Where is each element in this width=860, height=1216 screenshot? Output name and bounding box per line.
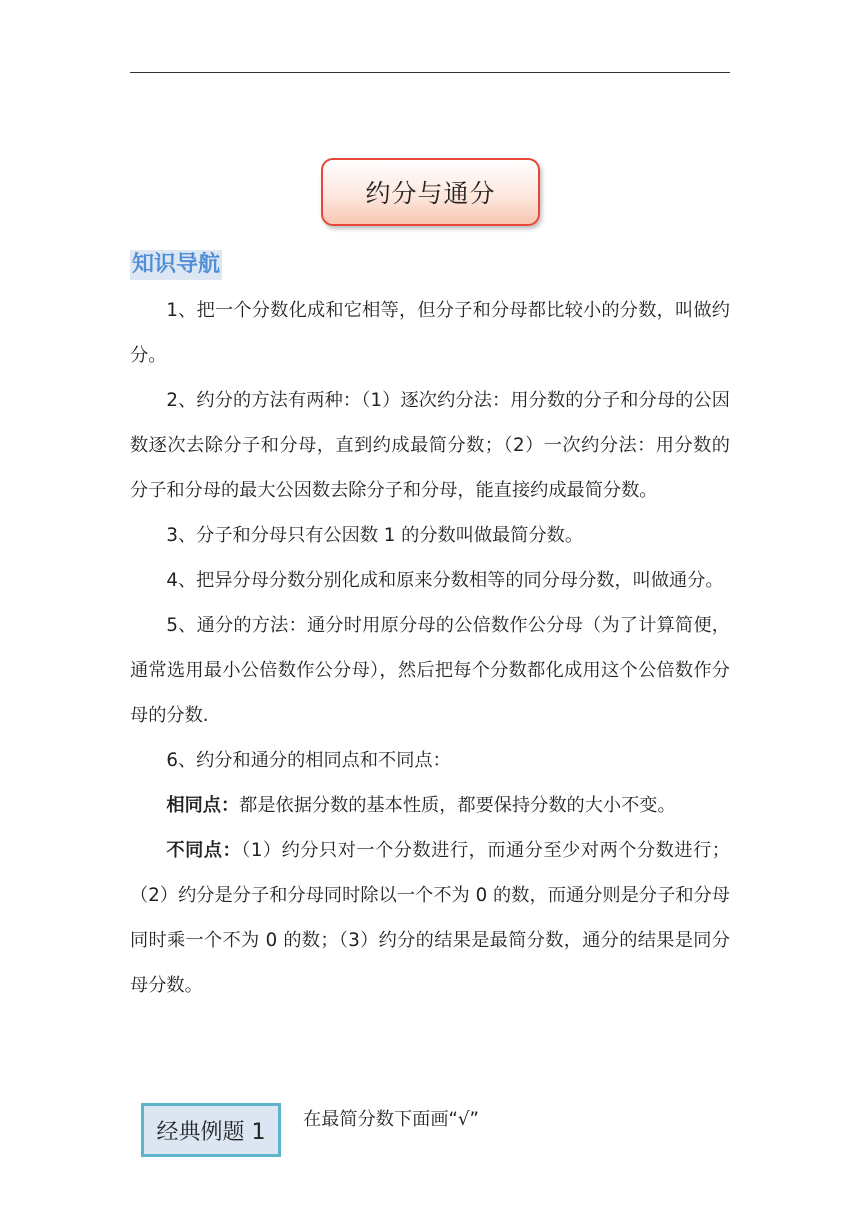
paragraph-6: 6、约分和通分的相同点和不同点： [166,750,451,771]
paragraph-2: 2、约分的方法有两种：（1）逐次约分法：用分数的分子和分母的公因数逐次去除分子和分母，直到约成最简分数；（2）一次约分法：用分数的分子和分母的最大公因数去除分子和分母，能直接约成最简分数。 [130,390,730,501]
diff-point-paragraph [130,828,730,1008]
section-heading: 知识导航 [130,250,222,280]
page-title: 约分与通分 [365,179,496,208]
header-rule [130,72,730,73]
paragraph-1: 1、把一个分数化成和它相等，但分子和分母都比较小的分数，叫做约分。 [130,300,730,366]
example-prompt: 在最简分数下面画“√” [303,1109,479,1130]
same-point-text: 都是依据分数的基本性质，都要保持分数的大小不变。 [239,795,676,816]
page-title-box [321,158,540,226]
diff-point-label: 不同点： [166,840,242,861]
same-point-paragraph [130,783,730,828]
paragraph-4: 4、把异分母分数分别化成和原来分数相等的同分母分数，叫做通分。 [166,570,724,591]
knowledge-content [130,288,730,1008]
paragraph-5: 5、通分的方法：通分时用原分母的公倍数作公分母（为了计算简便，通常选用最小公倍数作公分母），然后把每个分数都化成用这个公倍数作分母的分数. [130,615,730,726]
example-label: 经典例题 1 [156,1119,266,1145]
diff-point-text: （1）约分只对一个分数进行，而通分至少对两个分数进行；（2）约分是分子和分母同时除以一个不为 0 的数，而通分则是分子和分母同时乘一个不为 0 的数；（3）约分的结果是最简分数，通分的结果是同分母分数。 [130,840,730,996]
paragraph-3: 3、分子和分母只有公因数 1 的分数叫做最简分数。 [166,525,584,546]
same-point-label: 相同点： [166,795,240,816]
example-label-box [141,1103,281,1157]
